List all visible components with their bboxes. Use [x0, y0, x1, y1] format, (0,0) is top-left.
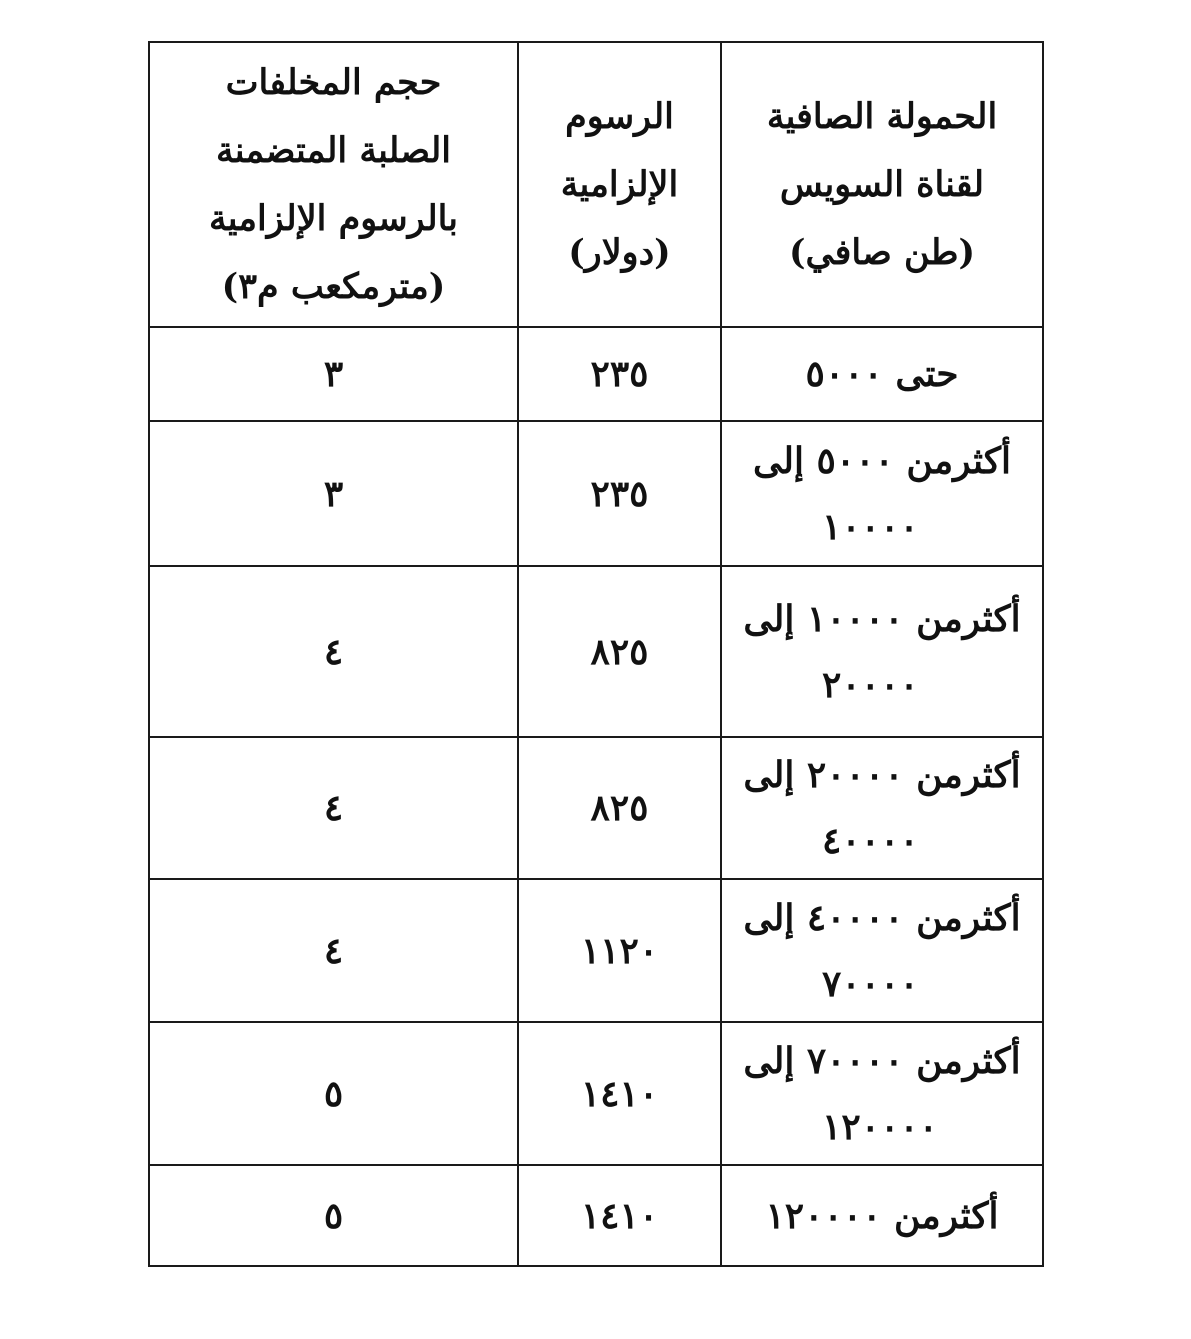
tonnage-range: أكثرمن ٧٠٠٠٠ إلى	[743, 1039, 1021, 1082]
table-row	[149, 327, 1043, 421]
tonnage-range-end: ٢٠٠٠٠	[822, 663, 919, 706]
header-waste-line: الصلبة المتضمنة	[216, 129, 451, 171]
fee-cell: ١١٢٠	[518, 879, 721, 1022]
waste-cell: ٥	[149, 1022, 518, 1165]
table-row	[149, 1022, 1043, 1165]
header-fee-line: الإلزامية	[560, 163, 679, 205]
table-row	[149, 421, 1043, 566]
waste-cell: ٣	[149, 327, 518, 421]
suez-fees-table	[148, 41, 1044, 1267]
waste-cell: ٤	[149, 879, 518, 1022]
waste-cell: ٤	[149, 737, 518, 879]
header-fee-line: الرسوم	[565, 95, 674, 137]
waste-cell: ٥	[149, 1165, 518, 1266]
tonnage-range-end: ٧٠٠٠٠	[822, 962, 919, 1005]
table-row	[149, 1165, 1043, 1266]
table-row	[149, 566, 1043, 737]
tonnage-range: أكثرمن ١٠٠٠٠ إلى	[743, 597, 1021, 640]
tonnage-range-end: ١٠٠٠٠	[822, 505, 919, 548]
tonnage-range: أكثرمن ٥٠٠٠ إلى	[753, 439, 1011, 482]
tonnage-cell	[721, 566, 1043, 737]
header-mandatory-fees	[518, 42, 721, 327]
tonnage-cell	[721, 1165, 1043, 1266]
tonnage-range-end: ٤٠٠٠٠	[822, 820, 919, 862]
fee-cell: ١٤١٠	[518, 1022, 721, 1165]
tonnage-cell	[721, 1022, 1043, 1165]
fee-cell: ٢٣٥	[518, 327, 721, 421]
header-waste-line: بالرسوم الإلزامية	[208, 197, 459, 239]
tonnage-cell	[721, 421, 1043, 566]
header-tonnage-line: الحمولة الصافية	[766, 95, 998, 137]
header-waste-line: (مترمكعب م٣)	[221, 265, 446, 307]
header-tonnage-line: لقناة السويس	[779, 163, 985, 205]
tonnage-range: أكثرمن ٤٠٠٠٠ إلى	[743, 896, 1021, 939]
tonnage-cell	[721, 737, 1043, 879]
tonnage-cell	[721, 327, 1043, 421]
waste-cell: ٣	[149, 421, 518, 566]
tonnage-range: أكثرمن ١٢٠٠٠٠	[765, 1194, 999, 1237]
tonnage-cell	[721, 879, 1043, 1022]
waste-cell: ٤	[149, 566, 518, 737]
header-net-tonnage	[721, 42, 1043, 327]
fee-cell: ٨٢٥	[518, 566, 721, 737]
tonnage-range: حتى ٥٠٠٠	[805, 353, 959, 395]
fee-cell: ٨٢٥	[518, 737, 721, 879]
header-waste-line: حجم المخلفات	[225, 61, 442, 103]
fee-cell: ١٤١٠	[518, 1165, 721, 1266]
table-header-row	[149, 42, 1043, 327]
header-solid-waste-volume	[149, 42, 518, 327]
tonnage-range: أكثرمن ٢٠٠٠٠ إلى	[743, 754, 1021, 796]
table-row	[149, 879, 1043, 1022]
table-row	[149, 737, 1043, 879]
header-tonnage-line: (طن صافي)	[788, 231, 976, 273]
tonnage-range-end: ١٢٠٠٠٠	[822, 1105, 939, 1148]
header-fee-line: (دولار)	[568, 231, 671, 273]
fee-cell: ٢٣٥	[518, 421, 721, 566]
